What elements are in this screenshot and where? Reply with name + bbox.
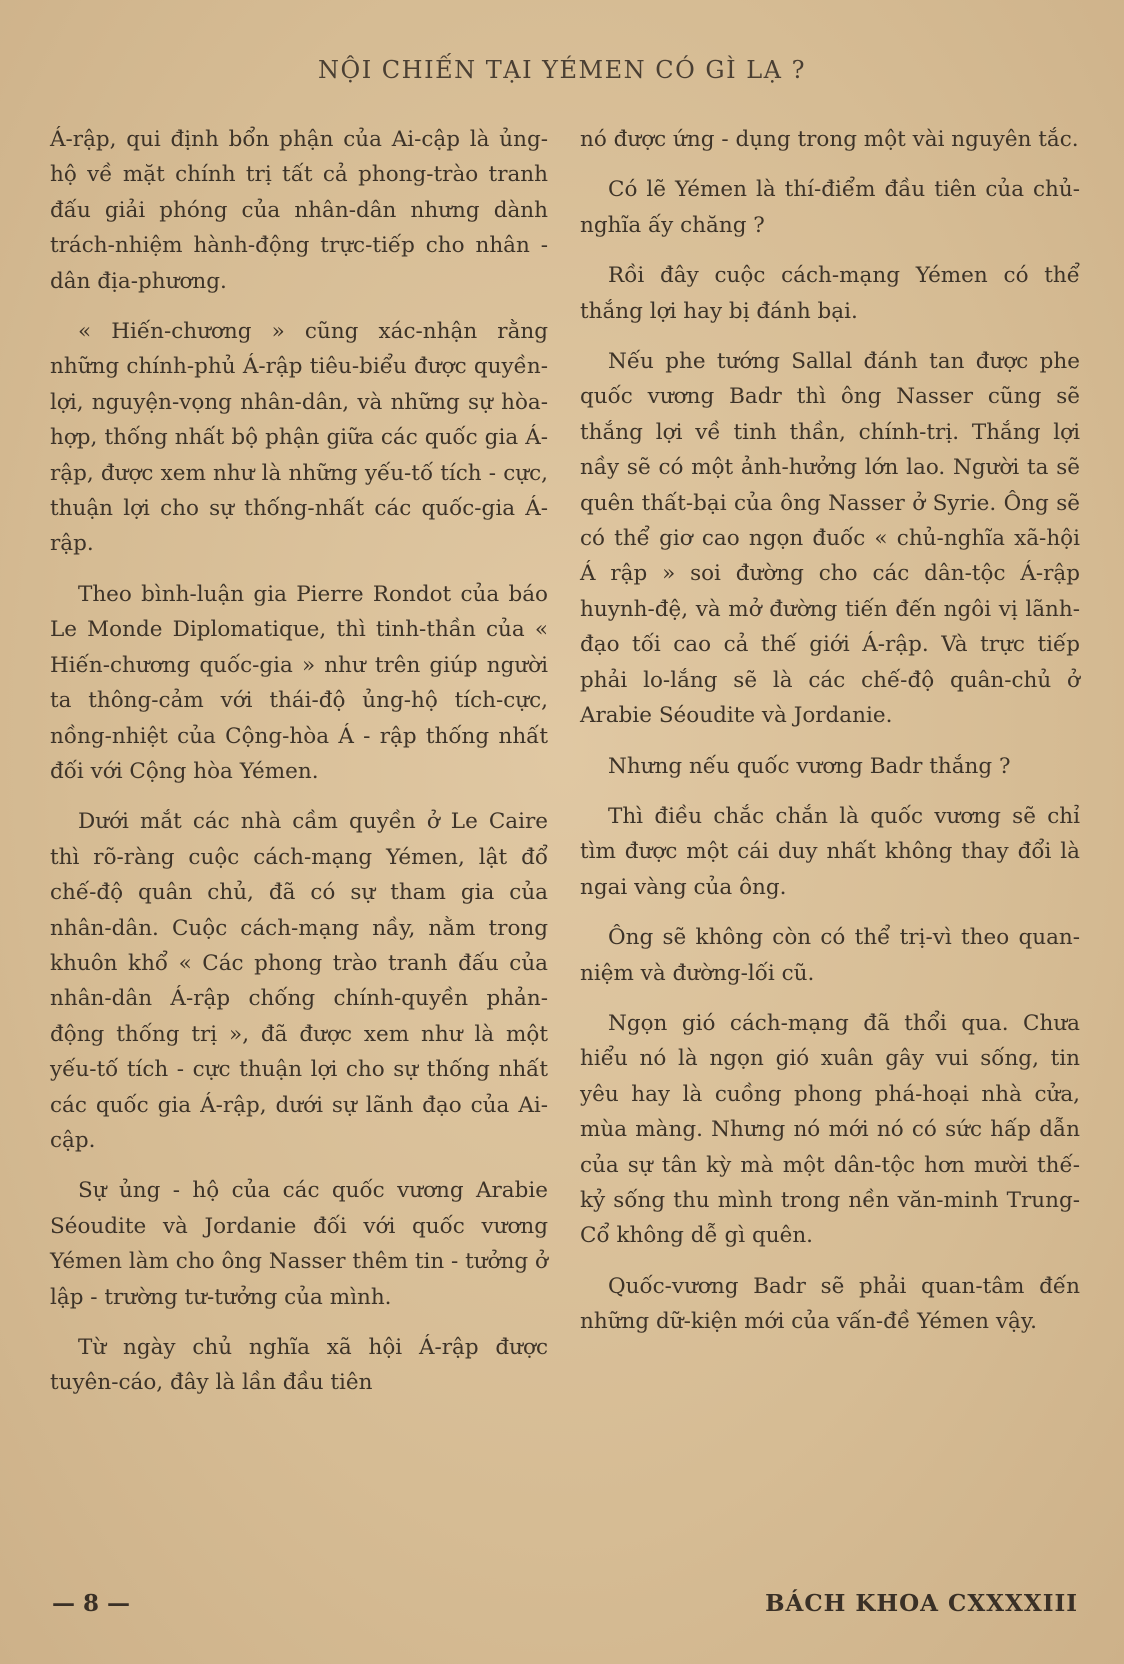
running-title: NỘI CHIẾN TẠI YÉMEN CÓ GÌ LẠ ? bbox=[318, 56, 806, 84]
paragraph: Có lẽ Yémen là thí-điểm đầu tiên của chủ-nghĩa ấy chăng ? bbox=[580, 177, 1080, 238]
paragraph: Á-rập, qui định bổn phận của Ai-cập là ủng-hộ về mặt chính trị tất cả phong-trào tranh đấu giải phóng của nhân-dân nhưng dành trách-nhiệm hành-động trực-tiếp cho nhân - dân địa-phương. bbox=[50, 127, 548, 294]
paragraph: Sự ủng - hộ của các quốc vương Arabie Séoudite và Jordanie đối với quốc vương Yémen làm cho ông Nasser thêm tin - tưởng ở lập - trường tư-tưởng của mình. bbox=[50, 1178, 548, 1310]
paragraph: Dưới mắt các nhà cầm quyền ở Le Caire thì rõ-ràng cuộc cách-mạng Yémen, lật đổ chế-độ quân chủ, đã có sự tham gia của nhân-dân. Cuộc cách-mạng nầy, nằm trong khuôn khổ « Các phong trào tranh đấu của nhân-dân Á-rập chống chính-quyền phản-động thống trị », đã được xem như là một yếu-tố tích - cực thuận lợi cho sự thống nhất các quốc gia Á-rập, dưới sự lãnh đạo của Ai-cập. bbox=[50, 809, 548, 1153]
paragraph: Quốc-vương Badr sẽ phải quan-tâm đến những dữ-kiện mới của vấn-đề Yémen vậy. bbox=[580, 1273, 1080, 1335]
paragraph: Nhưng nếu quốc vương Badr thắng ? bbox=[608, 753, 1011, 779]
right-column bbox=[580, 122, 1080, 1355]
paragraph: Rồi đây cuộc cách-mạng Yémen có thể thắng lợi hay bị đánh bại. bbox=[580, 263, 1080, 324]
page-number: — 8 — bbox=[52, 1590, 131, 1617]
paragraph: Theo bình-luận gia Pierre Rondot của báo Le Monde Diplomatique, thì tinh-thần của « Hiến-chương quốc-gia » như trên giúp người ta thông-cảm với thái-độ ủng-hộ tích-cực, nồng-nhiệt của Cộng-hòa Á - rập thống nhất đối với Cộng hòa Yémen. bbox=[50, 581, 548, 784]
paragraph: Thì điều chắc chắn là quốc vương sẽ chỉ tìm được một cái duy nhất không thay đổi là ngai vàng của ông. bbox=[580, 803, 1080, 900]
paragraph: Ông sẽ không còn có thể trị-vì theo quan-niệm và đường-lối cũ. bbox=[580, 925, 1080, 986]
paragraph: nó được ứng - dụng trong một vài nguyên tắc. bbox=[580, 127, 1079, 152]
magazine-name: BÁCH KHOA CXXXXIII bbox=[765, 1590, 1078, 1617]
left-column bbox=[50, 122, 548, 1416]
paragraph: Từ ngày chủ nghĩa xã hội Á-rập được tuyên-cáo, đây là lần đầu tiên bbox=[50, 1335, 548, 1396]
paragraph: « Hiến-chương » cũng xác-nhận rằng những chính-phủ Á-rập tiêu-biểu được quyền-lợi, nguyện-vọng nhân-dân, và những sự hòa-hợp, thống nhất bộ phận giữa các quốc gia Á-rập, được xem như là những yếu-tố tích - cực, thuận lợi cho sự thống-nhất các quốc-gia Á-rập. bbox=[50, 319, 548, 557]
paragraph: Nếu phe tướng Sallal đánh tan được phe quốc vương Badr thì ông Nasser cũng sẽ thắng lợi về tinh thần, chính-trị. Thắng lợi nầy sẽ có một ảnh-hưởng lớn lao. Người ta sẽ quên thất-bại của ông Nasser ở Syrie. Ông sẽ có thể giơ cao ngọn đuốc « chủ-nghĩa xã-hội Á rập » soi đường cho các dân-tộc Á-rập huynh-đệ, và mở đường tiến đến ngôi vị lãnh-đạo tối cao cả thế giới Á-rập. Và trực tiếp phải lo-lắng sẽ là các chế-độ quân-chủ ở Arabie Séoudite và Jordanie. bbox=[580, 349, 1080, 729]
paragraph: Ngọn gió cách-mạng đã thổi qua. Chưa hiểu nó là ngọn gió xuân gây vui sống, tin yêu hay là cuồng phong phá-hoại nhà cửa, mùa màng. Nhưng nó mới nó có sức hấp dẫn của sự tân kỳ mà một dân-tộc hơn mười thế-kỷ sống thu mình trong nền văn-minh Trung-Cổ không dễ gì quên. bbox=[580, 1010, 1080, 1249]
